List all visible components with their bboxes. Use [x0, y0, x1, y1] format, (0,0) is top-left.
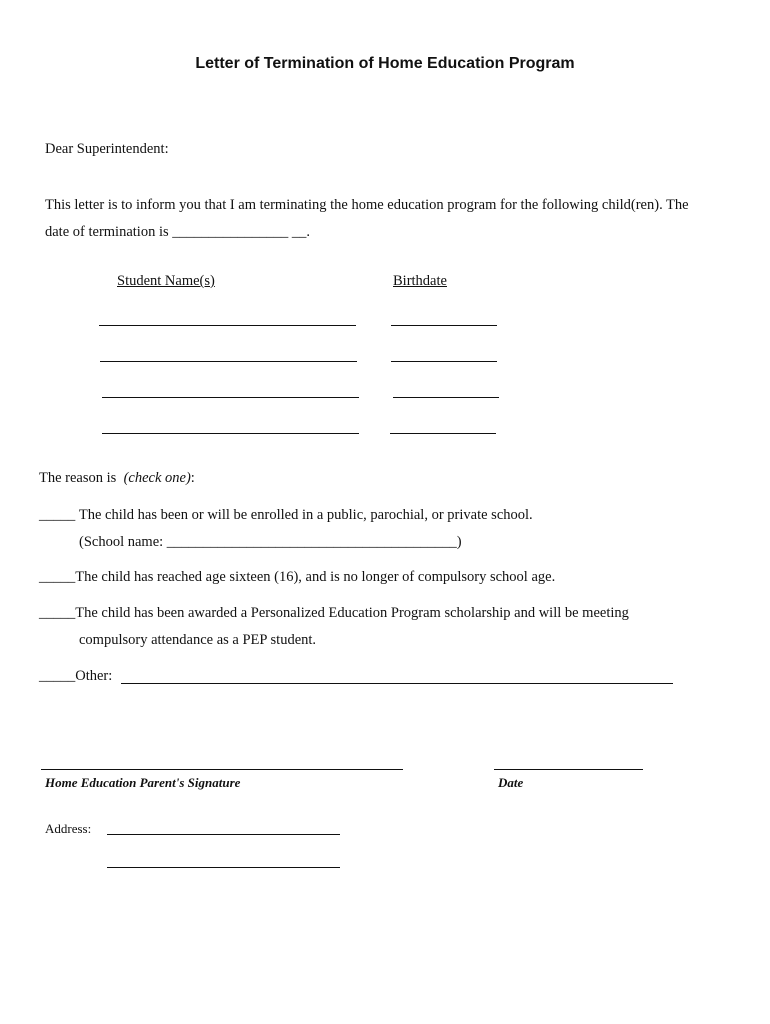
option-pep-scholarship-line-1[interactable]: _____The child has been awarded a Personalized Education Program scholarship and will be meeting [39, 605, 629, 621]
parent-signature-line[interactable] [41, 769, 403, 770]
option-enrolled-text: The child has been or will be enrolled in a public, parochial, or private school. [78, 507, 533, 523]
birthdate-line-2[interactable] [391, 361, 497, 362]
date-line[interactable] [494, 769, 643, 770]
student-name-line-3[interactable] [102, 397, 359, 398]
student-name-line-2[interactable] [100, 361, 357, 362]
student-name-line-1[interactable] [99, 325, 356, 326]
address-line-1[interactable] [107, 834, 340, 835]
reason-suffix: : [190, 470, 195, 486]
address-label: Address: [45, 821, 92, 836]
salutation: Dear Superintendent: [45, 141, 169, 157]
parent-signature-label: Home Education Parent's Signature [45, 775, 241, 790]
document-title: Letter of Termination of Home Education Program [195, 55, 575, 72]
option-enrolled-blank[interactable]: _____ [39, 507, 76, 523]
birthdate-line-1[interactable] [391, 325, 497, 326]
student-name-line-4[interactable] [102, 433, 359, 434]
reason-heading [39, 470, 195, 487]
option-age-sixteen[interactable]: _____The child has reached age sixteen (16), and is no longer of compulsory school age. [39, 569, 556, 585]
birthdate-line-3[interactable] [393, 397, 499, 398]
other-reason-line[interactable] [121, 683, 673, 684]
address-line-2[interactable] [107, 867, 340, 868]
column-header-birthdate: Birthdate [393, 273, 447, 289]
birthdate-line-4[interactable] [390, 433, 496, 434]
date-label: Date [498, 775, 524, 790]
reason-prefix: The reason is [39, 470, 117, 486]
intro-line-1: This letter is to inform you that I am terminating the home education program for the following child(ren). The [45, 197, 689, 213]
option-pep-scholarship-line-2: compulsory attendance as a PEP student. [79, 632, 317, 648]
option-enrolled[interactable] [39, 507, 533, 524]
reason-check-one: (check one) [123, 470, 191, 486]
school-name-field[interactable]: (School name: ________________________________________) [79, 534, 462, 550]
option-other[interactable]: _____Other: [39, 668, 113, 684]
column-header-student-names: Student Name(s) [117, 273, 215, 289]
intro-line-2: date of termination is ________________ __. [45, 224, 310, 240]
